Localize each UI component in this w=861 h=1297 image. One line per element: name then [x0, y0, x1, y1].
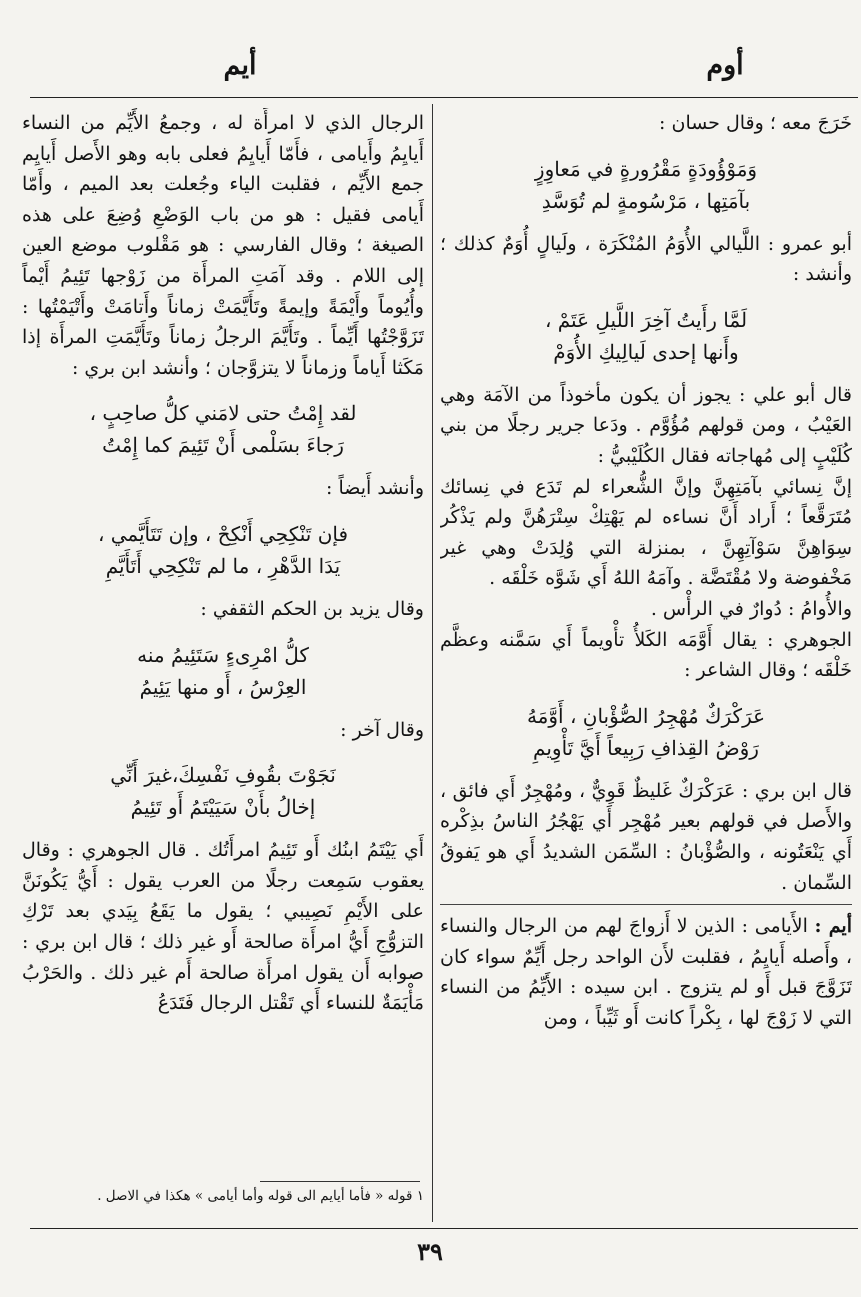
verse-line: العِرْسُ ، أَو منها يَئِيمُ: [139, 674, 307, 699]
entry-paragraph: [440, 911, 852, 1033]
paragraph: والأُوامُ : دُوارٌ في الرأْس .: [650, 597, 852, 620]
paragraph: أبو عمرو : اللَّيالي الأُوَمُ المُنْكَرَة ، ولَيالٍ أُوَمٌ كذلك ؛ وأنشد :: [440, 232, 852, 286]
verse-line: يَدَا الدَّهْرِ ، ما لم تَنْكِحِي أَتَأَيَّمِ: [105, 553, 341, 578]
left-column: [22, 108, 424, 1178]
paragraph: وقال آخر :: [340, 718, 424, 741]
running-header-right: أوم: [706, 50, 744, 81]
column-divider: [432, 104, 433, 1222]
paragraph: وأنشد أَيضاً :: [326, 477, 424, 500]
verse: [22, 639, 424, 703]
verse-line: كلُّ امْرِىءٍ سَتَئِيمُ منه: [137, 642, 309, 667]
verse: [22, 397, 424, 461]
paragraph: إنَّ نِسائي بآمَتِهِنَّ وإنَّ الشُّعراء لم تَدَع في نِسائك مُتَرَقَّعاً ؛ أَراد أَنَّ نساءه لم يَهْتِكْ سِتْرَهُنَّ ولم يَذْكُر سِوَاهِنَّ سَوْآتِهِنَّ ، بمنزلة التي وُلِدَتْ وهي غير مَخْفوضة ولا مُقْتَضَّة . وآمَهُ اللهُ أَي شَوَّه خَلْقَه .: [440, 475, 852, 590]
paragraph: خَرَجَ معه ؛ وقال حسان :: [659, 112, 852, 134]
verse-line: وَمَوْؤُودَةٍ مَقْرُورةٍ في مَعاوِزٍ: [534, 156, 758, 181]
verse-line: رَجاءَ بسَلْمى أَنْ تَئِيمَ كما إِمْتُ: [102, 433, 344, 458]
paragraph: قال أبو علي : يجوز أن يكون مأخوذاً من الآمَة وهي العَيْبُ ، ومن قولهم مُؤُوَّم . ودَعا جرير رجلًا من بني كُلَيْبٍ إلى مُهاجاته فقال الكُلَيْبيُّ :: [440, 383, 852, 467]
verse-line: إخالُ بأَنْ سَيَيْتَمُ أَو تَئِيمُ: [130, 795, 316, 820]
verse: [440, 700, 852, 764]
verse-line: لَمَّا رأَيتُ آخِرَ اللَّيلِ عَتَمْ ،: [544, 307, 748, 332]
right-column: [440, 108, 852, 1223]
verse: [440, 153, 852, 217]
footnote: ١ قوله « فأما أيايم الى قوله وأما أيامى » هكذا في الاصل .: [97, 1188, 424, 1204]
verse-line: عَرَكْرَكٌ مُهْجِرُ الصُّؤْبانِ ، أَوَّمَهُ: [526, 703, 766, 728]
running-header-left: أيم: [223, 50, 257, 81]
paragraph: قال ابن بري : عَرَكْرَكٌ غَليظٌ قَوِيٌّ ، ومُهْجِرٌ أَي فائق ، والأَصل في قولهم بعير مُهْجِر أَي يَهْجُرُ الناسُ بذِكْره أَي يَنْعَتُونه ، والصُّؤْبانُ : السِّمَن الشديدُ أَي هو يَفوقُ السِّمان .: [440, 779, 852, 894]
paragraph: وقال يزيد بن الحكم الثقفي :: [200, 597, 424, 620]
entry-text: الأَيامى : الذين لا أَزواجَ لهم من الرجال والنساء ، وأَصله أَيايِمُ ، فقلبت لأَن الواحد رجل أَيِّمٌ سواء كان تَزَوَّجَ قبل أَو لم يتزوج . ابن سيده : الأَيِّمُ من النساء التي لا زَوْجَ لها ، بِكْراً كانت أَو ثَيِّباً ، ومن: [440, 915, 852, 1029]
entry-separator: [440, 904, 852, 905]
paragraph: أَي يَيْتَمُ ابنُك أَو تَئِيمُ امرأَتُك . قال الجوهري : وقال يعقوب سَمِعت رجلًا من العرب يقول : أَيُّ يَكُونَنَّ على الأَيْمِ نَصِيبي ؛ يقول ما يَقَعُ بِيَدي بعد تَرْكِ التزوُّجِ أَيُّ امرأَة صالحة أَو غير ذلك ؛ قال ابن بري : صوابه أَن يقول امرأَة صالحة أَم غير ذلك . والحَرْبُ مَأْيَمَةٌ للنساء أَي تَقْتل الرجال فَتَدَعُ: [22, 839, 424, 1015]
verse-line: وأَنها إحدى لَيالِيكِ الأُوَمْ: [553, 339, 739, 364]
verse-line: فإن تَنْكِحِي أَنْكِحْ ، وإن تَتَأَيَّمي ،: [97, 521, 349, 546]
footnote-rule: [260, 1181, 420, 1182]
paragraph: الرجال الذي لا امرأَة له ، وجمعُ الأَيِّم من النساء أَيايِمُ وأَيامى ، فأَمّا أَيايِمُ فعلى بابه وهو الأَصل أَيايِم جمع الأَيِّم ، فقلبت الياء وجُعلت بعد الميم ، وأَمّا أَيامى فقيل : هو من باب الوَضْعِ وُضِعَ على هذه الصيغة ؛ وقال الفارسي : هو مَقْلوب موضع العين إلى اللام . وقد آمَتِ المرأَة من زَوْجها تَئِيمُ أَيْماً وأُيُوماً وأَيْمَةً وإيمةً وتَأَيَّمَتْ زماناً وأَتامَتْ وأَتْيَمْتُها : تَزَوَّجْتُها أَيِّماً . وتَأَيَّمَ الرجلُ زماناً وتَأَيَّمَتِ المرأَة إذا مَكَثا أَياماً وزماناً لا يتزوَّجان ؛ وأنشد ابن بري :: [22, 112, 424, 379]
verse-line: نَجَوْتَ بقُوفِ نَفْسِكَ،غيرَ أَنِّي: [110, 763, 336, 788]
verse-line: رَوْضُ القِذافِ رَبِيعاً أَيَّ تَأْوِيمِ: [533, 735, 759, 760]
page-number: ٣٩: [417, 1237, 443, 1266]
verse-line: بآمَتِها ، مَرْسُومةٍ لم تُوَسَّدِ: [541, 188, 751, 213]
header-rule: [30, 97, 858, 98]
footer-rule: [30, 1228, 858, 1229]
verse: [22, 759, 424, 823]
paragraph: الجوهري : يقال أَوَّمَه الكَلأُ تأْويماً أَي سَمَّنه وعظَّم خَلْقَه ؛ وقال الشاعر :: [440, 628, 852, 682]
entry-head-word: أيم :: [814, 915, 852, 938]
verse: [440, 304, 852, 368]
verse-line: لقد إِمْتُ حتى لامَني كلُّ صاحِبٍ ،: [89, 401, 357, 426]
verse: [22, 518, 424, 582]
